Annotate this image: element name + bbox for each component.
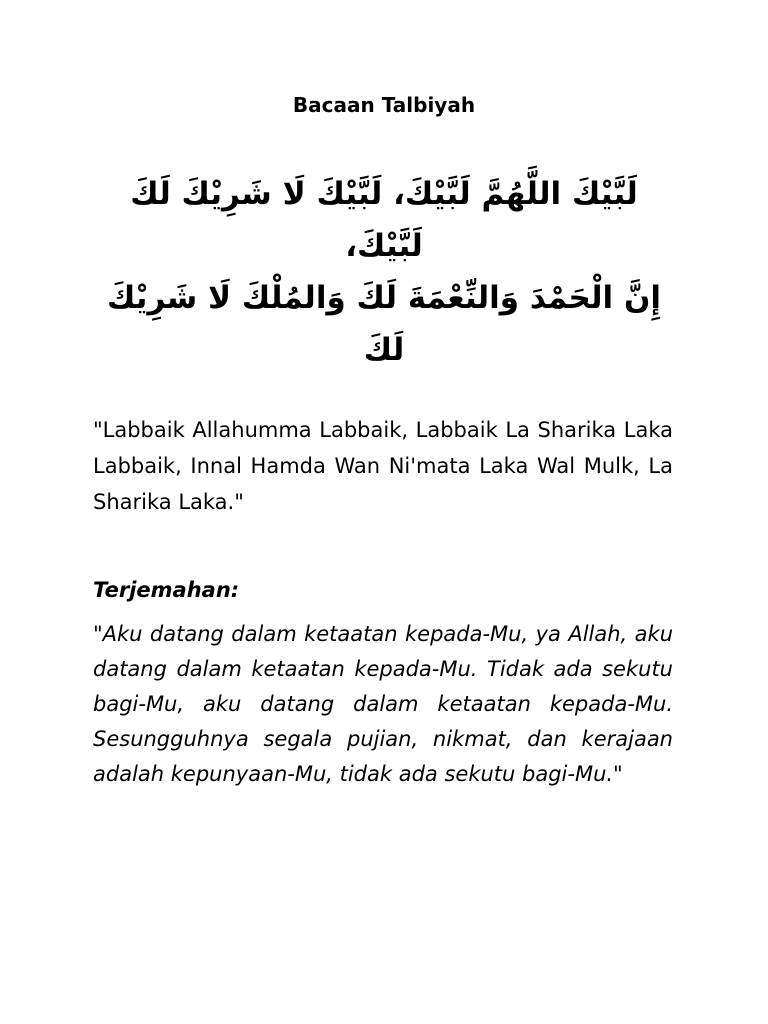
translation-paragraph: "Aku datang dalam ketaatan kepada-Mu, ya Allah, aku datang dalam ketaatan kepada-Mu. Tidak ada sekutu bagi-Mu, aku datang dalam ketaatan kepada-Mu. Sesungguhnya segala pujian, nikmat, dan kerajaan adalah kepunyaan-Mu, tidak ada sekutu bagi-Mu." bbox=[93, 622, 673, 786]
arabic-line-1: لَبَّيْكَ اللَّهُمَّ لَبَّيْكَ، لَبَّيْكَ لَا شَرِيْكَ لَكَ لَبَّيْكَ، bbox=[130, 176, 638, 264]
document-title: Bacaan Talbiyah bbox=[292, 93, 476, 117]
translation-heading: Terjemahan: bbox=[93, 578, 240, 602]
arabic-talbiyah bbox=[100, 168, 668, 376]
transliteration-paragraph: "Labbaik Allahumma Labbaik, Labbaik La Sharika Laka Labbaik, Innal Hamda Wan Ni'mata Laka Wal Mulk, La Sharika Laka." bbox=[93, 418, 673, 514]
arabic-line-2: إِنَّ الْحَمْدَ وَالنِّعْمَةَ لَكَ وَالمُلْكَ لَا شَرِيْكَ لَكَ bbox=[106, 280, 662, 368]
